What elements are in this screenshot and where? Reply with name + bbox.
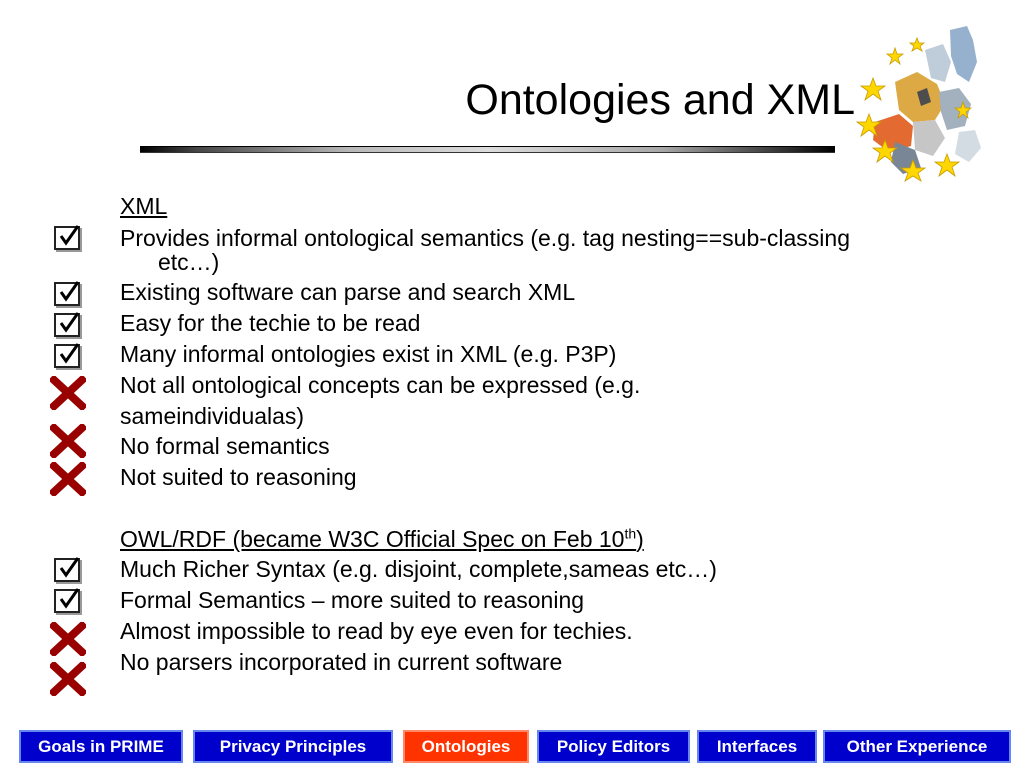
- title-underline: [140, 146, 835, 153]
- nav-button-policy-editors[interactable]: Policy Editors: [537, 730, 690, 763]
- xml-item-4: Many informal ontologies exist in XML (e.g. P3P): [120, 341, 617, 367]
- xml-heading: XML: [120, 193, 168, 219]
- owl-item-3: Almost impossible to read by eye even for techies.: [120, 618, 633, 644]
- nav-button-ontologies[interactable]: Ontologies: [403, 730, 529, 763]
- check-box-icon: [54, 282, 80, 306]
- owl-item-2: Formal Semantics – more suited to reasoning: [120, 587, 585, 613]
- xml-item-1-cont: etc…): [158, 249, 220, 275]
- owl-heading: [120, 526, 644, 553]
- red-cross-icon: [50, 462, 86, 496]
- xml-item-2: Existing software can parse and search XML: [120, 279, 576, 305]
- check-box-icon: [54, 558, 80, 582]
- check-box-icon: [54, 344, 80, 368]
- nav-button-goals[interactable]: Goals in PRIME: [19, 730, 183, 763]
- xml-item-7: Not suited to reasoning: [120, 464, 357, 490]
- eu-map-stars-logo: [855, 22, 985, 182]
- owl-heading-sup: th: [624, 525, 637, 542]
- check-box-icon: [54, 226, 80, 250]
- xml-item-1: Provides informal ontological semantics (e.g. tag nesting==sub-classing: [120, 225, 850, 251]
- slide-title: Ontologies and XML: [465, 76, 855, 124]
- red-cross-icon: [50, 376, 86, 410]
- xml-item-3: Easy for the techie to be read: [120, 310, 421, 336]
- nav-button-other-experience[interactable]: Other Experience: [823, 730, 1011, 763]
- owl-item-1: Much Richer Syntax (e.g. disjoint, complete,sameas etc…): [120, 556, 717, 582]
- nav-button-interfaces[interactable]: Interfaces: [697, 730, 817, 763]
- red-cross-icon: [50, 622, 86, 656]
- check-box-icon: [54, 313, 80, 337]
- nav-button-privacy-principles[interactable]: Privacy Principles: [193, 730, 393, 763]
- owl-item-4: No parsers incorporated in current software: [120, 649, 563, 675]
- check-box-icon: [54, 589, 80, 613]
- red-cross-icon: [50, 424, 86, 458]
- red-cross-icon: [50, 662, 86, 696]
- xml-item-5-cont: sameindividualas): [120, 403, 305, 429]
- xml-item-5: Not all ontological concepts can be expressed (e.g.: [120, 372, 641, 398]
- xml-item-6: No formal semantics: [120, 433, 330, 459]
- owl-heading-text: OWL/RDF (became W3C Official Spec on Feb 10: [120, 526, 625, 552]
- owl-heading-end: ): [636, 526, 644, 552]
